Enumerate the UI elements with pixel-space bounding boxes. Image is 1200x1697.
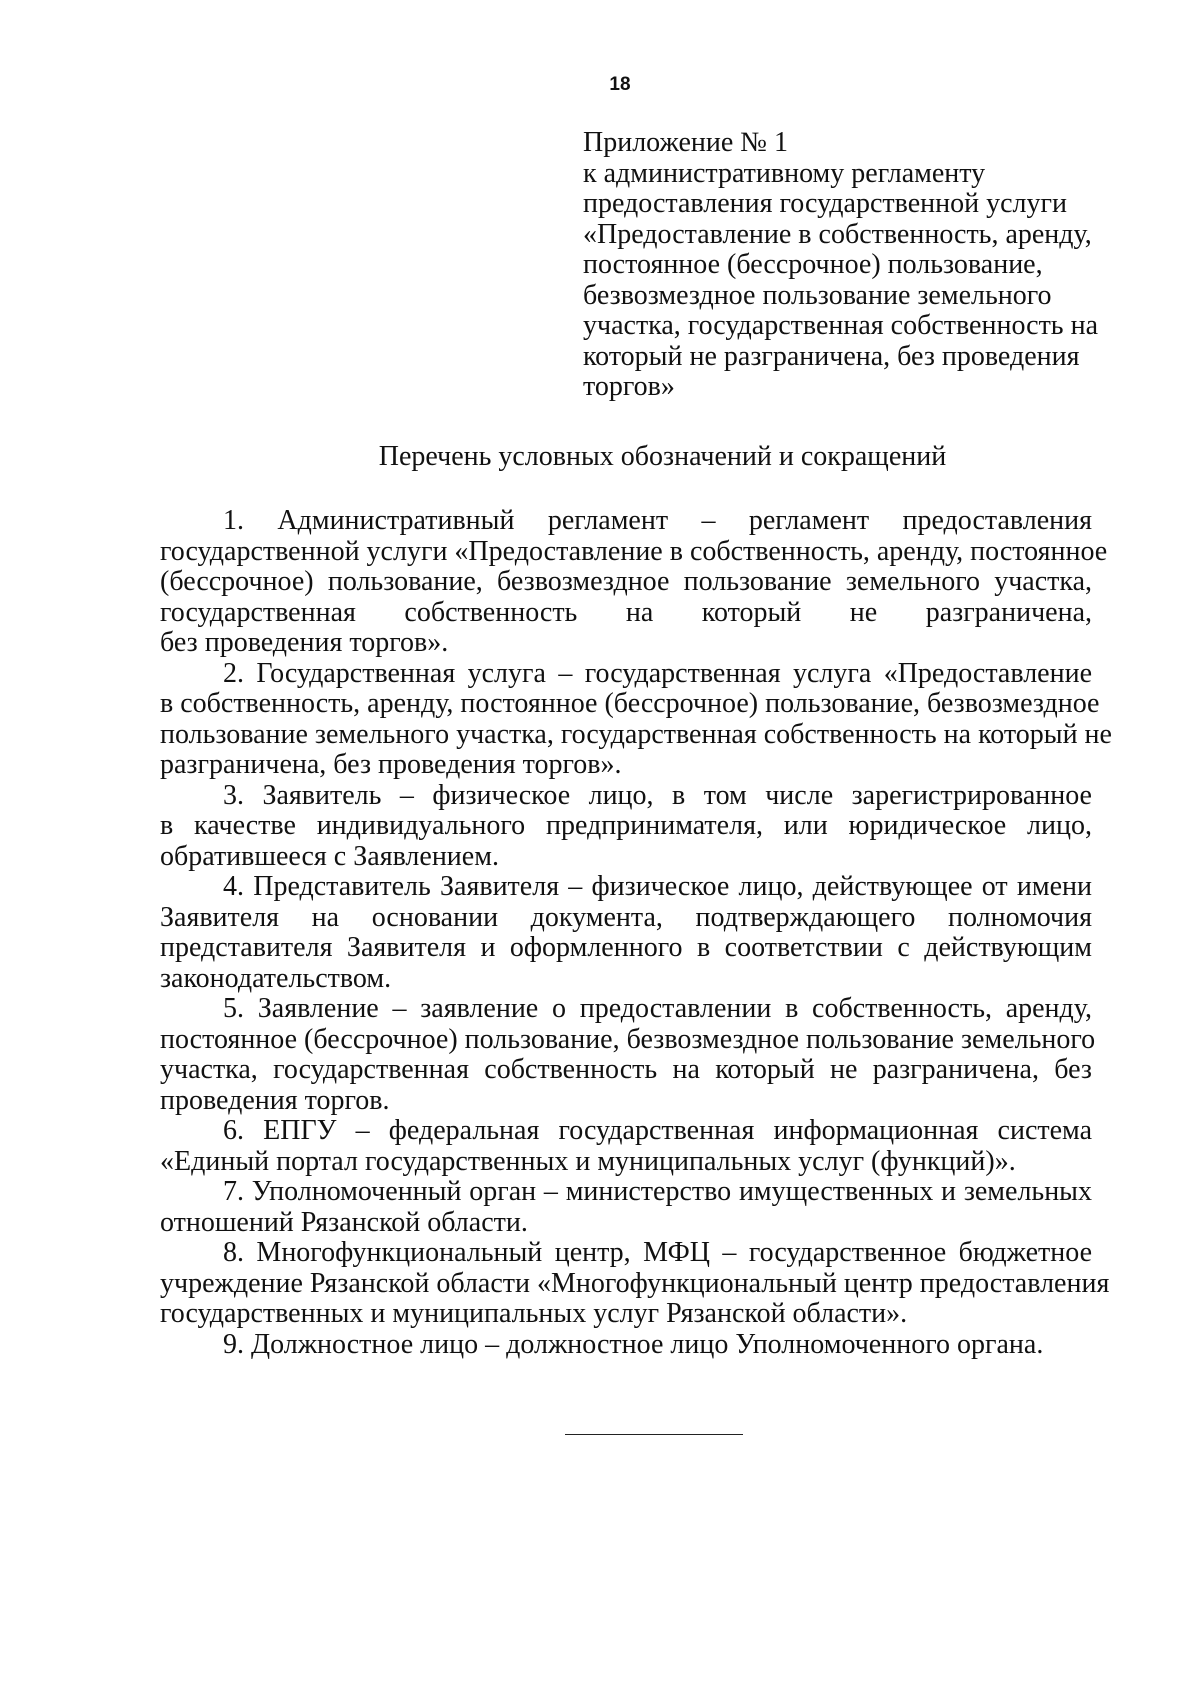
- appendix-line: постоянное (бессрочное) пользование,: [583, 249, 1043, 280]
- definition-line: государственных и муниципальных услуг Рязанской области».: [160, 1298, 908, 1329]
- definition-line: постоянное (бессрочное) пользование, безвозмездное пользование земельного: [160, 1023, 1096, 1055]
- appendix-line: торгов»: [583, 371, 675, 402]
- definition-line: законодательством.: [160, 962, 392, 994]
- definition-item-7: [160, 1177, 1092, 1238]
- appendix-line: к административному регламенту: [583, 157, 986, 189]
- definition-line: обратившееся с Заявлением.: [160, 840, 499, 872]
- definition-line: 7. Уполномоченный орган – министерство имущественных и земельных: [223, 1176, 1092, 1207]
- definition-line: 5. Заявление – заявление о предоставлении в собственность, аренду,: [223, 993, 1092, 1024]
- definition-line: отношений Рязанской области.: [160, 1206, 528, 1238]
- definition-line: 8. Многофункциональный центр, МФЦ – государственное бюджетное: [223, 1237, 1092, 1268]
- definition-line: государственная собственность на который не разграничена,: [160, 596, 1092, 628]
- appendix-line: безвозмездное пользование земельного: [583, 279, 1052, 311]
- definitions-list: [160, 505, 1112, 1360]
- appendix-line: предоставления государственной услуги: [583, 188, 1067, 219]
- definition-line: 9. Должностное лицо – должностное лицо Уполномоченного органа.: [223, 1328, 1044, 1360]
- definition-line: без проведения торгов».: [160, 627, 449, 658]
- definition-item-5: [160, 993, 1096, 1116]
- definition-line: (бессрочное) пользование, безвозмездное пользование земельного участка,: [160, 566, 1092, 597]
- definition-line: государственной услуги «Предоставление в собственность, аренду, постоянное: [160, 535, 1108, 567]
- definition-item-3: [160, 781, 1092, 873]
- definition-item-6: [160, 1116, 1092, 1177]
- definition-line: 3. Заявитель – физическое лицо, в том числе зарегистрированное: [223, 779, 1092, 811]
- appendix-line: «Предоставление в собственность, аренду,: [583, 218, 1092, 250]
- appendix-line: участка, государственная собственность на: [583, 310, 1098, 341]
- definition-item-2: [160, 657, 1112, 781]
- section-title: Перечень условных обозначений и сокращений: [378, 441, 947, 472]
- definition-line: разграничена, без проведения торгов».: [160, 749, 622, 780]
- definition-line: пользование земельного участка, государственная собственность на который не: [160, 718, 1112, 750]
- definition-item-4: [160, 872, 1092, 994]
- definition-line: в качестве индивидуального предпринимателя, или юридическое лицо,: [160, 810, 1092, 841]
- definition-line: 4. Представитель Заявителя – физическое лицо, действующее от имени: [223, 871, 1092, 902]
- definition-line: проведения торгов.: [160, 1084, 390, 1116]
- definition-line: участка, государственная собственность на который не разграничена, без: [160, 1054, 1092, 1085]
- definition-line: «Единый портал государственных и муниципальных услуг (функций)».: [160, 1145, 1016, 1177]
- definition-line: учреждение Рязанской области «Многофункциональный центр предоставления: [160, 1267, 1110, 1299]
- definition-item-1: [160, 505, 1108, 659]
- appendix-line: который не разграничена, без проведения: [583, 340, 1080, 372]
- definition-item-9: [160, 1330, 1092, 1361]
- appendix-line: Приложение № 1: [583, 127, 788, 158]
- definition-line: 1. Административный регламент – регламент предоставления: [223, 505, 1092, 536]
- definition-line: Заявителя на основании документа, подтверждающего полномочия: [160, 901, 1092, 933]
- definition-line: 2. Государственная услуга – государственная услуга «Предоставление: [223, 657, 1092, 689]
- page-number: 18: [609, 74, 631, 95]
- definition-line: 6. ЕПГУ – федеральная государственная информационная система: [223, 1115, 1092, 1146]
- definition-line: представителя Заявителя и оформленного в соответствии с действующим: [160, 932, 1092, 963]
- definition-line: в собственность, аренду, постоянное (бессрочное) пользование, безвозмездное: [160, 688, 1100, 719]
- closing-divider: [565, 1434, 743, 1435]
- appendix-header: [583, 127, 1098, 403]
- definition-item-8: [160, 1237, 1110, 1330]
